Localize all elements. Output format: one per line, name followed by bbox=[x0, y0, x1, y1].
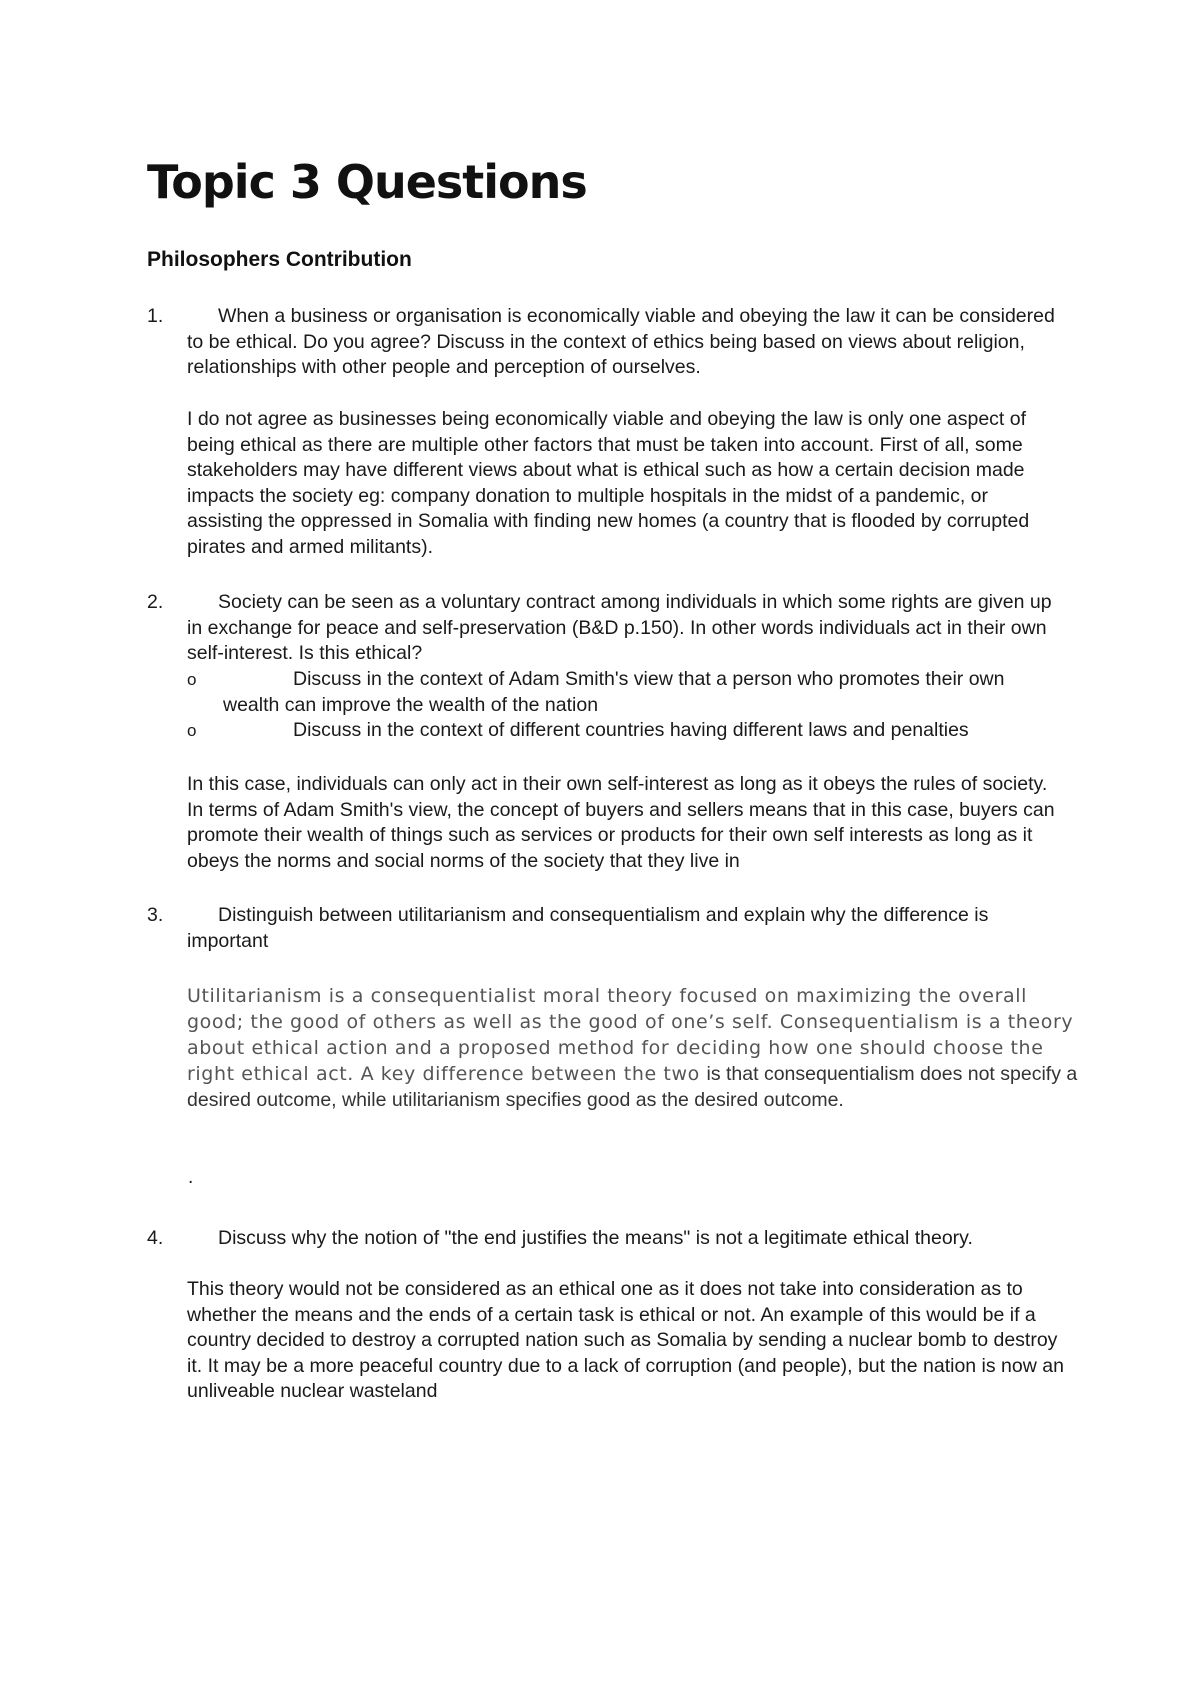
answer-text: This theory would not be considered as an ethical one as it does not take into consideration as to whether the means and the ends of a certain task is ethical or not. An example of this would be if a country decided to destroy a corrupted nation such as Somalia by sending a nuclear bomb to destroy it. It may be a more peaceful country due to a lack of corruption (and people), but the nation is now an unliveable nuclear wasteland bbox=[187, 1278, 1064, 1403]
question-text: When a business or organisation is economically viable and obeying the law it can be considered to be ethical. Do you agree? Discuss in the context of ethics being based on views about religion, relationships with other people and perception of ourselves. bbox=[187, 305, 1055, 379]
answer-text: I do not agree as businesses being economically viable and obeying the law is only one aspect of being ethical as there are multiple other factors that must be taken into account. First of all, some stakeholders may have different views about what is ethical such as how a certain decision made impacts the society eg: company donation to multiple hospitals in the midst of a pandemic, or assisting the oppressed in Somalia with finding new homes (a country that is flooded by corrupted pirates and armed militants). bbox=[187, 408, 1030, 558]
question-number: 3. bbox=[147, 904, 164, 926]
answer-part-2: is that consequentialism does not specify a desired outcome, while utilitarianism specifies good as the desired outcome. bbox=[187, 1063, 1078, 1111]
bullet-item: Discuss in the context of Adam Smith's view that a person who promotes their own wealth can improve the wealth of the nation bbox=[223, 668, 1005, 716]
question-number: 2. bbox=[147, 591, 164, 613]
bullet-marker: o bbox=[187, 721, 197, 740]
answer-text bbox=[187, 983, 1087, 1113]
page-title: Topic 3 Questions bbox=[147, 155, 587, 209]
bullet-marker: o bbox=[187, 670, 197, 689]
question-number: 4. bbox=[147, 1227, 164, 1249]
section-subtitle: Philosophers Contribution bbox=[147, 248, 412, 271]
question-number: 1. bbox=[147, 305, 164, 327]
answer-part-1: Utilitarianism is a consequentialist moral theory focused on maximizing the overall good; the good of others as well as the good of one’s self. Consequentialism is a theory about ethical action and a proposed method for deciding how one should choose the right ethical act. A key difference between the two bbox=[187, 985, 1074, 1085]
answer-text: In this case, individuals can only act in their own self-interest as long as it obeys the rules of society. In terms of Adam Smith's view, the concept of buyers and sellers means that in this case, buyers can promote their wealth of things such as services or products for their own self interests as long as it obeys the norms and social norms of the society that they live in bbox=[187, 773, 1055, 872]
question-text: Distinguish between utilitarianism and consequentialism and explain why the difference is important bbox=[187, 904, 989, 952]
question-text: Society can be seen as a voluntary contract among individuals in which some rights are given up in exchange for peace and self-preservation (B&D p.150). In other words individuals act in their own self-interest. Is this ethical? bbox=[187, 591, 1052, 665]
question-text: Discuss why the notion of "the end justifies the means" is not a legitimate ethical theory. bbox=[218, 1227, 973, 1249]
bullet-item: Discuss in the context of different countries having different laws and penalties bbox=[293, 719, 969, 741]
trailing-period: . bbox=[188, 1167, 194, 1188]
